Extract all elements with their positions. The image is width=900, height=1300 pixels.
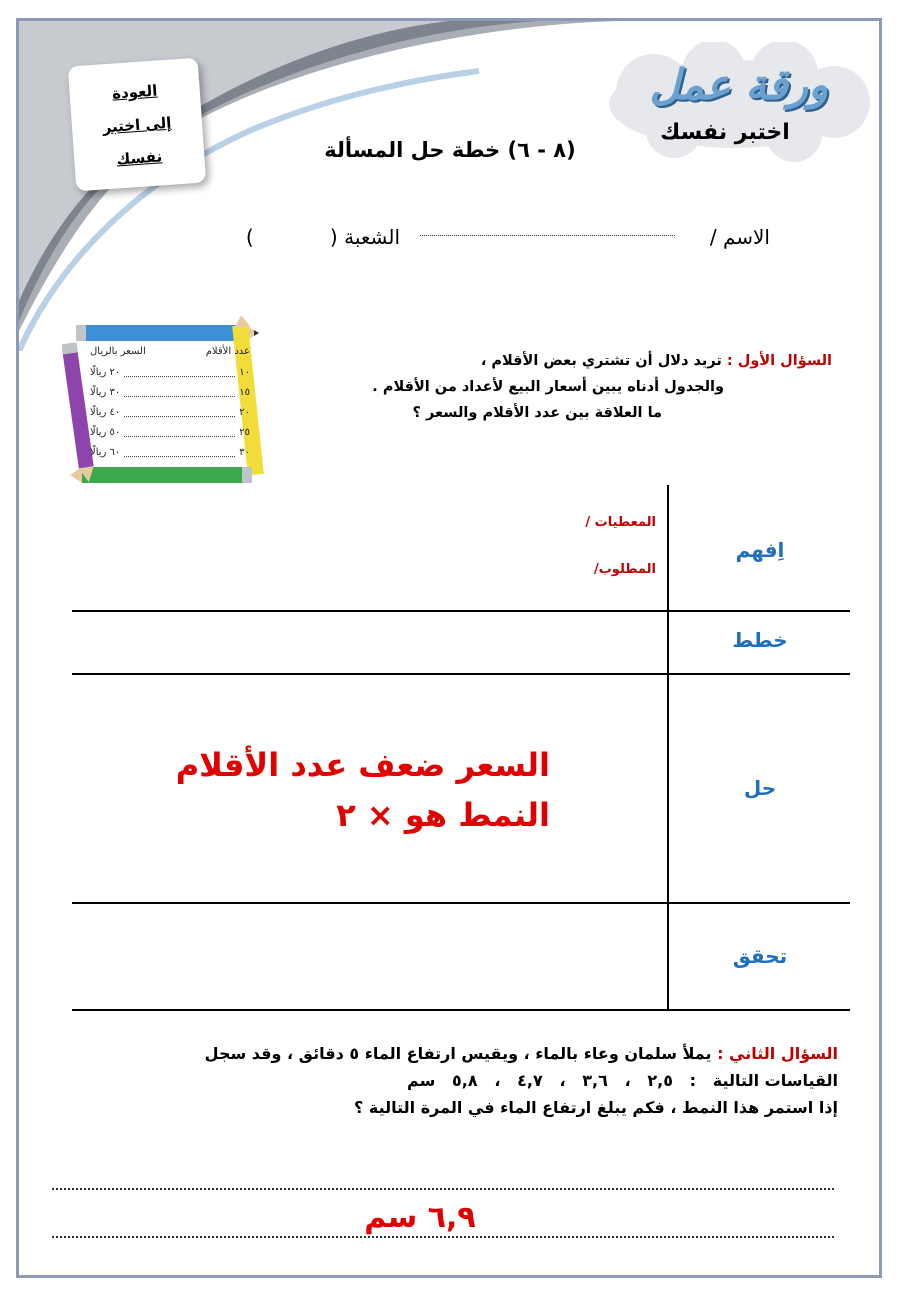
worksheet-brand-title: ورقة عمل	[649, 60, 829, 109]
step-check-label: تحقق	[732, 944, 788, 968]
row-price: ٥٠ ريالًا	[90, 427, 121, 438]
row-count: ٢٠	[239, 407, 250, 418]
table-row	[90, 443, 250, 463]
row-count: ٢٥	[239, 427, 250, 438]
student-info-line	[200, 225, 780, 255]
table-row-divider	[72, 673, 850, 675]
question2-line2: القياسات التالية : ٢,٥ ، ٣,٦ ، ٤,٧ ، ٥,٨ سم	[407, 1071, 838, 1090]
question2-line3: إذا استمر هذا النمط ، فكم يبلغ ارتفاع الماء في المرة التالية ؟	[354, 1098, 838, 1117]
name-label: الاسم /	[709, 225, 770, 249]
price-table	[90, 346, 250, 463]
row-dots	[124, 443, 235, 457]
answer-line[interactable]	[52, 1188, 834, 1190]
required-label: المطلوب/	[594, 562, 656, 577]
table-row-divider	[72, 1009, 850, 1011]
answer-line[interactable]	[52, 1236, 834, 1238]
question1-line3: ما العلاقة بين عدد الأقلام والسعر ؟	[412, 405, 662, 421]
row-count: ١٠	[239, 367, 250, 378]
row-price: ٤٠ ريالًا	[90, 407, 121, 418]
section-label: الشعبة ( )	[245, 225, 400, 249]
back-link-line3: نفسك	[115, 147, 163, 169]
question2-answer: ٦,٩ سم	[364, 1200, 476, 1235]
question1	[312, 348, 832, 426]
table-row-divider	[72, 610, 850, 612]
price-table-header	[90, 346, 250, 357]
row-price: ٢٠ ريالًا	[90, 367, 121, 378]
question1-line2: والجدول أدناه يبين أسعار البيع لأعداد من الأقلام .	[372, 379, 724, 395]
question2-label: السؤال الثاني :	[717, 1044, 838, 1063]
table-row	[90, 383, 250, 403]
question2-line1: يملأ سلمان وعاء بالماء ، ويقيس ارتفاع الماء ٥ دقائق ، وقد سجل	[204, 1044, 712, 1063]
table-row	[90, 363, 250, 383]
row-dots	[124, 423, 235, 437]
back-to-self-test-link[interactable]	[68, 58, 206, 192]
solve-answer-line2: النمط هو × ٢	[336, 796, 550, 834]
row-dots	[124, 363, 235, 377]
step-plan-label: خطط	[732, 628, 788, 652]
step-solve-label: حل	[743, 776, 777, 800]
question1-label: السؤال الأول :	[726, 353, 832, 369]
table-row-divider	[72, 902, 850, 904]
table-vertical-divider	[667, 485, 669, 1010]
row-dots	[124, 383, 235, 397]
given-label: المعطيات /	[585, 515, 656, 530]
col-price-header: السعر بالريال	[90, 346, 146, 357]
lesson-title: (٨ - ٦) خطة حل المسألة	[324, 138, 576, 162]
row-count: ١٥	[239, 387, 250, 398]
solve-answer	[160, 740, 550, 840]
table-row	[90, 423, 250, 443]
step-understand-label: اِفهم	[735, 538, 785, 562]
name-blank[interactable]	[420, 235, 675, 236]
row-price: ٣٠ ريالًا	[90, 387, 121, 398]
row-count: ٣٠	[239, 447, 250, 458]
col-count-header: عدد الأقلام	[205, 346, 250, 357]
back-link-line1: العودة	[111, 81, 158, 103]
solve-answer-line1: السعر ضعف عدد الأقلام	[175, 746, 550, 784]
table-row	[90, 403, 250, 423]
row-dots	[124, 403, 235, 417]
back-link-line2: إلى اختبر	[102, 113, 172, 137]
worksheet-brand-subtitle: اختبر نفسك	[660, 120, 790, 145]
question1-line1: تريد دلال أن تشتري بعض الأقلام ،	[480, 353, 722, 369]
row-price: ٦٠ ريالًا	[90, 447, 121, 458]
question2	[110, 1040, 838, 1121]
